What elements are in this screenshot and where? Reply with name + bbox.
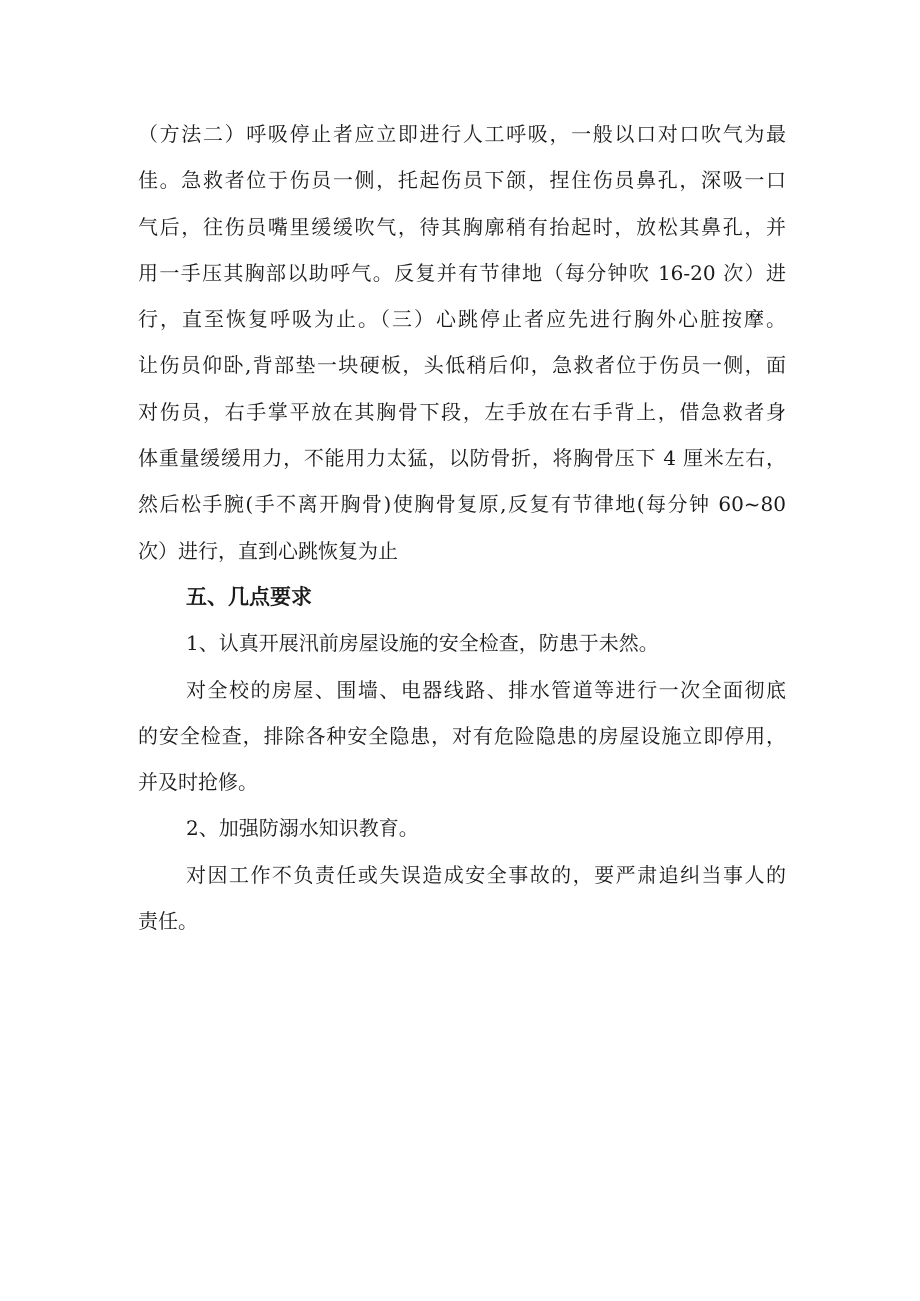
paragraph-first-aid xyxy=(138,111,786,574)
text-line: 然后松手腕(手不离开胸骨)使胸骨复原,反复有节律地(每分钟 60~80 xyxy=(138,492,786,517)
text-line: 对因工作不负责任或失误造成安全事故的，要严肃追纠当事人的 xyxy=(186,862,786,887)
text-line: 次）进行，直到心跳恢复为止 xyxy=(138,538,398,563)
text-line: 责任。 xyxy=(138,909,198,934)
item-2-body xyxy=(138,852,786,945)
section-heading: 五、几点要求 xyxy=(186,584,312,609)
document-body xyxy=(138,111,786,944)
text-line: 并及时抢修。 xyxy=(138,770,258,795)
text-line: （方法二）呼吸停止者应立即进行人工呼吸，一般以口对口吹气为最 xyxy=(138,122,786,146)
text-line: 让伤员仰卧,背部垫一块硬板，头低稍后仰，急救者位于伤员一侧，面 xyxy=(138,353,786,378)
item-1-title: 1、认真开展汛前房屋设施的安全检查，防患于未然。 xyxy=(186,631,659,656)
text-line: 用一手压其胸部以助呼气。反复并有节律地（每分钟吹 16-20 次）进 xyxy=(138,260,786,285)
item-1-body xyxy=(138,667,786,806)
text-line: 气后，往伤员嘴里缓缓吹气，待其胸廓稍有抬起时，放松其鼻孔，并 xyxy=(138,214,786,239)
item-2-title: 2、加强防溺水知识教育。 xyxy=(186,816,419,841)
text-line: 对伤员，右手掌平放在其胸骨下段，左手放在右手背上，借急救者身 xyxy=(138,399,786,424)
text-line: 的安全检查，排除各种安全隐患，对有危险隐患的房屋设施立即停用， xyxy=(138,723,786,748)
text-line: 行，直至恢复呼吸为止。（三）心跳停止者应先进行胸外心脏按摩。 xyxy=(138,307,786,332)
text-line: 体重量缓缓用力，不能用力太猛，以防骨折，将胸骨压下 4 厘米左右， xyxy=(138,446,786,471)
text-line: 佳。急救者位于伤员一侧，托起伤员下颌，捏住伤员鼻孔，深吸一口 xyxy=(138,168,786,193)
text-line: 对全校的房屋、围墙、电器线路、排水管道等进行一次全面彻底 xyxy=(186,677,786,702)
